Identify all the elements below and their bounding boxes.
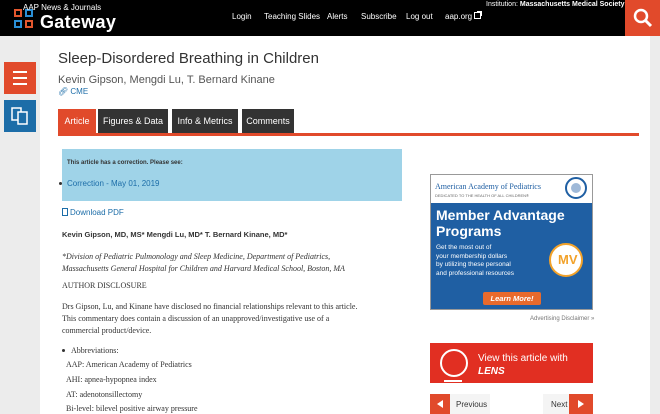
article-authors: Kevin Gipson, Mengdi Lu, T. Bernard Kinane [58,74,275,86]
tab-info-metrics[interactable]: Info & Metrics [172,109,238,133]
logo-title: Gateway [40,12,117,32]
top-bar [0,0,660,36]
member-value-icon [549,243,583,277]
lens-icon [440,349,468,377]
advertising-disclaimer-link[interactable]: Advertising Disclaimer » [530,316,595,322]
tab-article[interactable]: Article [58,109,96,133]
bullet [62,349,65,352]
tab-figures-data[interactable]: Figures & Data [98,109,168,133]
document-icon [62,208,68,216]
bullet [59,182,62,185]
lens-button[interactable] [430,343,593,383]
disclosure-text: Drs Gipson, Lu, and Kinane have disclosed no financial relationships relevant to this article. This commentary does contain a discussion of an unapproved/investigative use of a commercial product/device. [62,302,358,335]
search-icon [633,8,653,28]
learn-more-button[interactable]: Learn More! [483,292,541,305]
cme-link[interactable]: 🔗︎ CME [58,87,89,96]
previous-label: Previous [456,400,488,409]
institution-label: Institution: Massachusetts Medical Society [486,1,625,8]
byline-authors: Kevin Gipson, MD, MS* Mengdi Lu, MD* T. Bernard Kinane, MD* [62,230,288,239]
hamburger-icon [13,71,27,73]
external-link-icon [474,12,481,19]
next-article-button[interactable] [543,394,593,414]
disclosure-heading: AUTHOR DISCLOSURE [62,281,147,290]
aap-seal-icon [565,177,587,199]
correction-notice [62,149,402,201]
ad-title: Member Advantage Programs [436,207,565,239]
article-title: Sleep-Disordered Breathing in Children [58,50,319,67]
nav-alerts-link[interactable]: Alerts [327,12,348,21]
tab-comments[interactable]: Comments [242,109,294,133]
search-button[interactable] [625,0,660,36]
gateway-logo-icon [14,9,36,31]
menu-button[interactable] [4,62,36,94]
abbreviation-item: AAP: American Academy of Pediatrics [66,360,192,369]
gateway-logo[interactable] [14,3,134,33]
nav-logout-link[interactable]: Log out [406,12,433,21]
abbreviation-item: AT: adenotonsillectomy [66,390,143,399]
download-pdf-link[interactable]: Download PDF [62,208,124,217]
author-affiliation: *Division of Pediatric Pulmonology and Sleep Medicine, Department of Pediatrics, Massachusetts General Hospital for Children and Harvard Medical School, Boston, MA [62,252,345,273]
nav-login-link[interactable]: Login [232,12,252,21]
nav-aap-org-link[interactable]: aap.org [445,12,481,21]
chevron-right-icon [569,394,593,414]
correction-link[interactable]: Correction - May 01, 2019 [67,179,160,188]
abbreviations-heading: Abbreviations: [71,346,119,355]
abbreviation-item: Bi-level: bilevel positive airway pressure [66,404,198,413]
article-tools-icon [11,107,29,125]
chevron-left-icon [430,394,450,414]
ad-body: Get the most out of your membership dollars by utilizing these personal and professional resources [436,244,515,277]
link-icon: 🔗︎ [58,87,69,96]
ad-header [431,175,592,203]
tab-divider [58,133,639,136]
nav-teaching-slides-link[interactable]: Teaching Slides [264,12,321,21]
lens-label: View this article with LENS [478,353,568,377]
correction-note: This article has a correction. Please see: [67,160,183,166]
ad-org-tagline: DEDICATED TO THE HEALTH OF ALL CHILDREN® [435,193,530,198]
abbreviation-item: AHI: apnea-hypopnea index [66,375,157,384]
member-advantage-ad[interactable] [430,174,593,310]
previous-article-button[interactable] [430,394,490,414]
next-label: Next [551,400,568,409]
ad-org-name: American Academy of Pediatrics [435,182,541,191]
nav-subscribe-link[interactable]: Subscribe [361,12,397,21]
logo-subtitle: AAP News & Journals [23,3,102,12]
article-tools-button[interactable] [4,100,36,132]
